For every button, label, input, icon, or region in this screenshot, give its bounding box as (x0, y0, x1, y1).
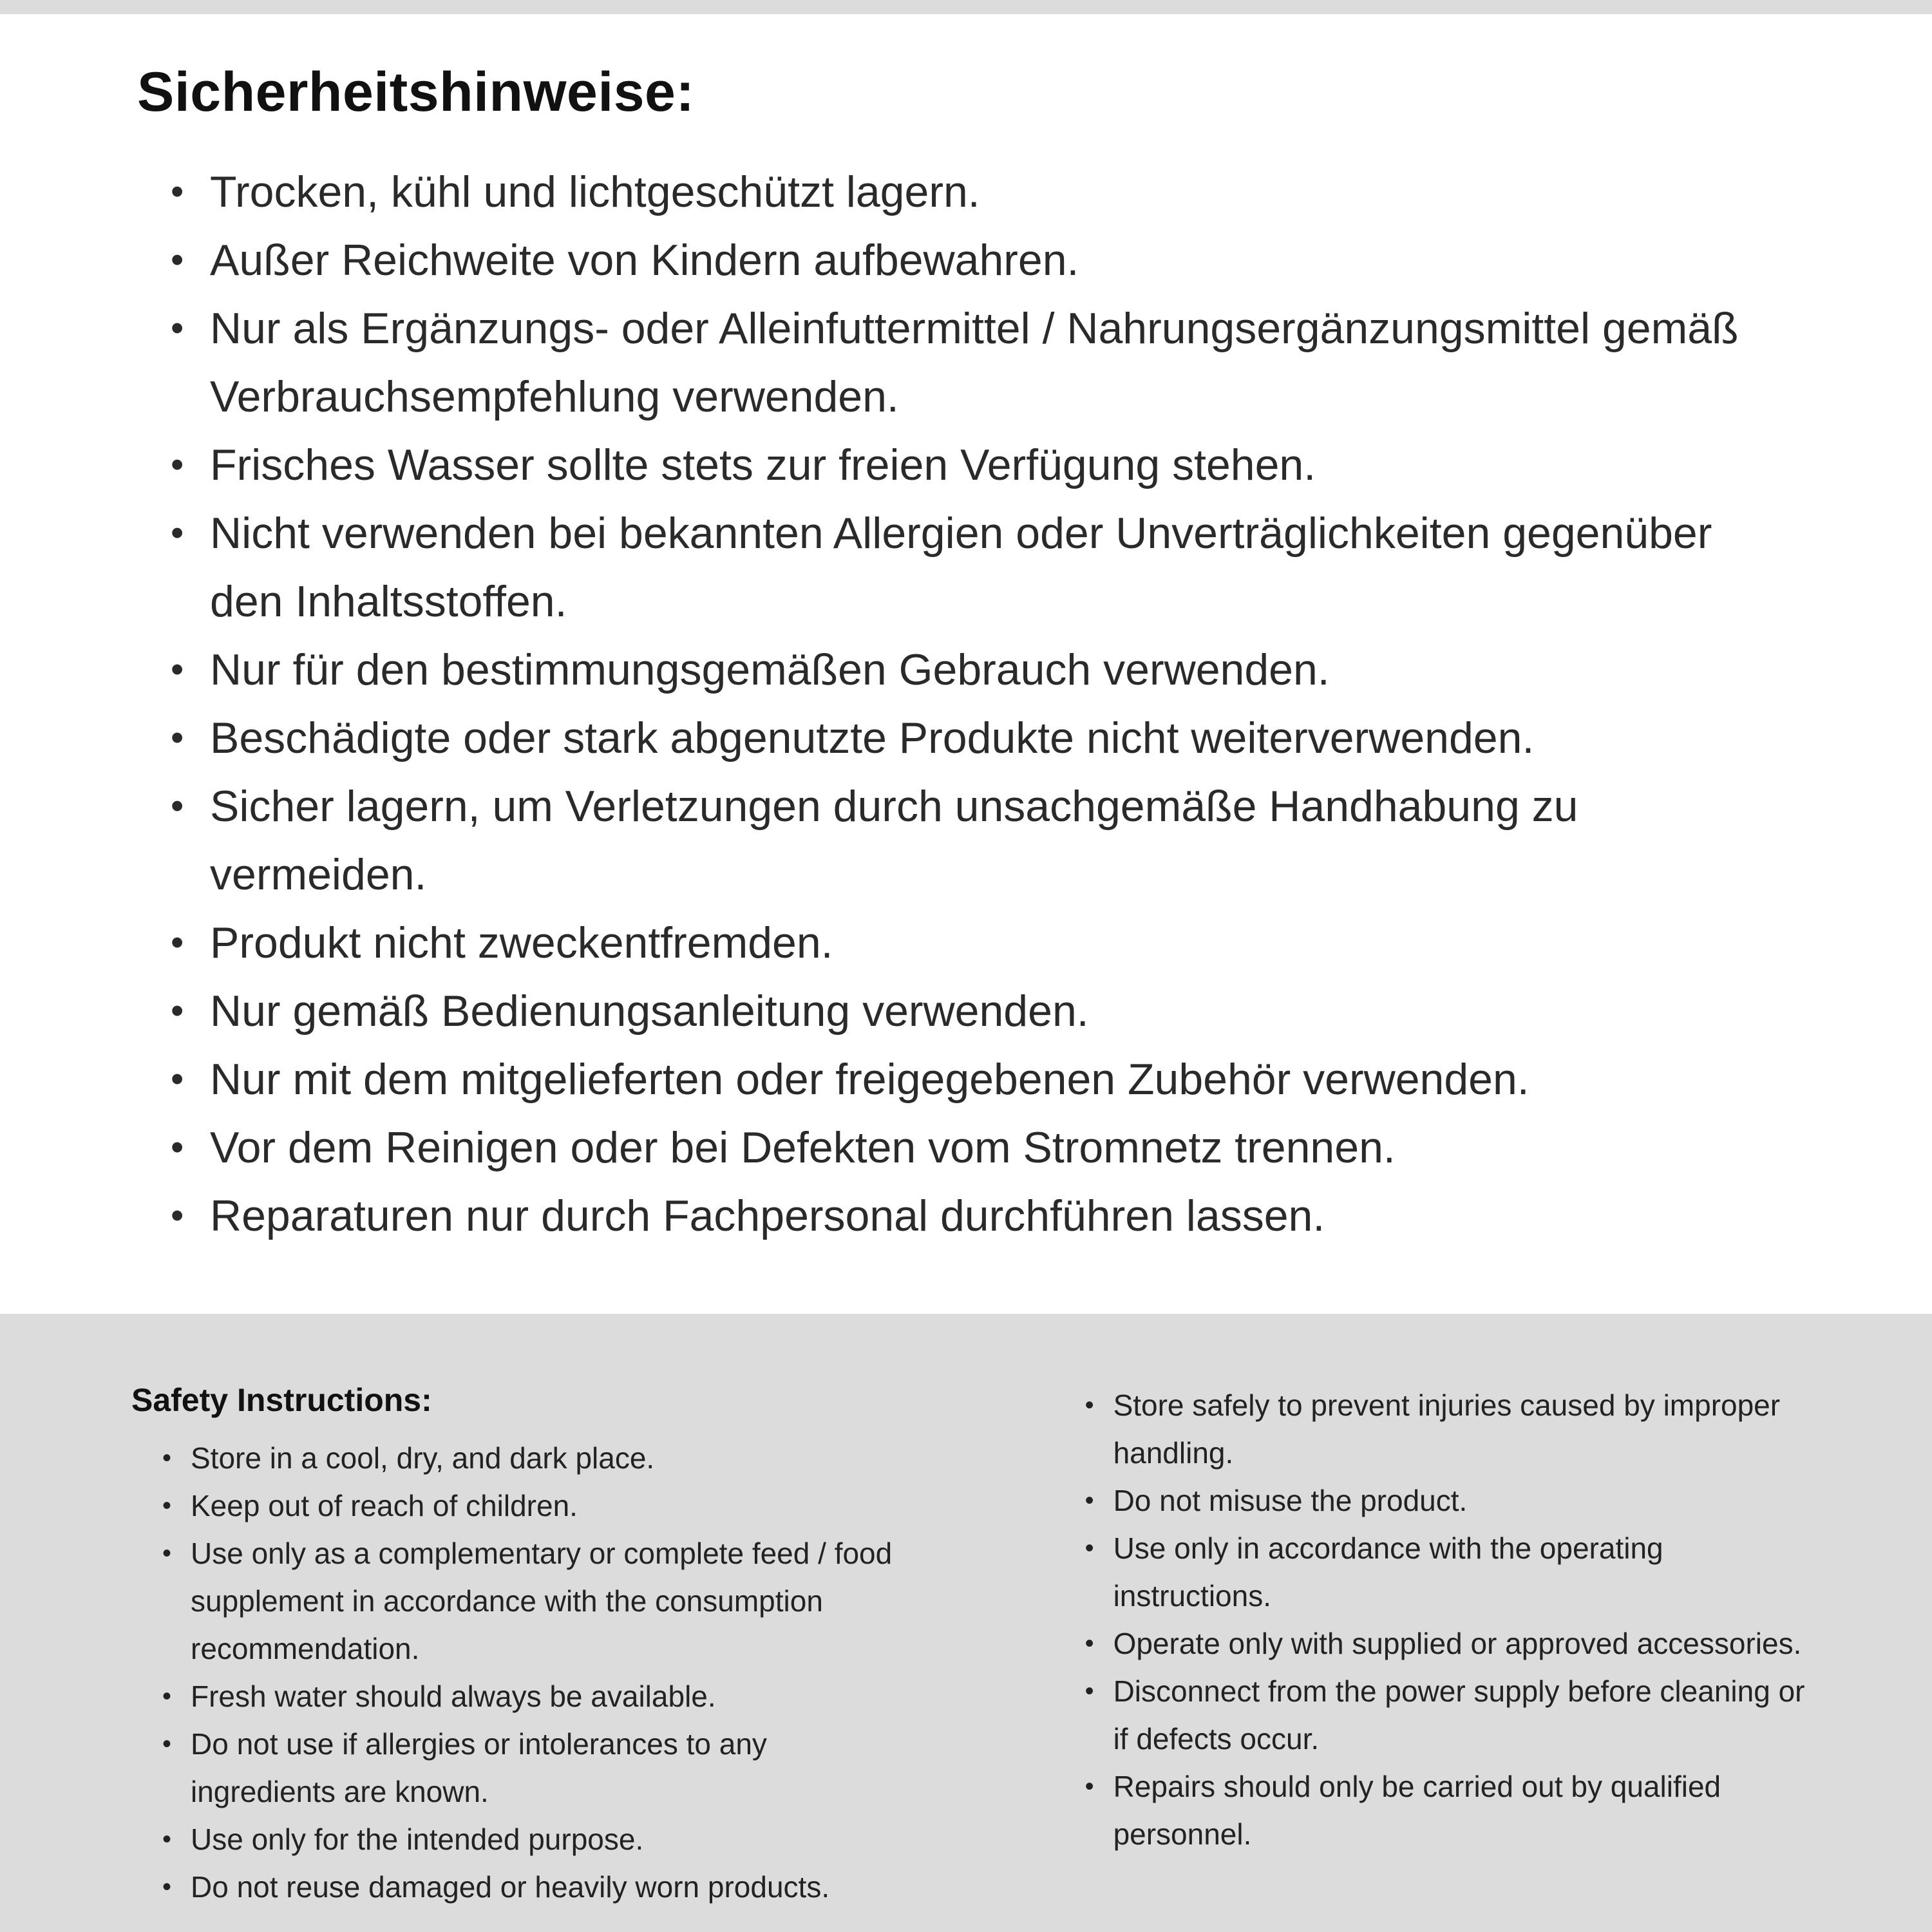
list-item: • Use only for the intended purpose. (151, 1815, 917, 1863)
english-right-list (1074, 1381, 1814, 1858)
list-item: • Reparaturen nur durch Fachpersonal durchführen lassen. (137, 1182, 1760, 1250)
list-item: • Operate only with supplied or approved accessories. (1074, 1620, 1814, 1667)
english-left-column (131, 1381, 1003, 1932)
german-list (137, 158, 1760, 1250)
list-item: • Nur gemäß Bedienungsanleitung verwenden. (137, 977, 1760, 1045)
list-item: • Use only as a complementary or complete feed / food supplement in accordance with the consumption recommendation. (151, 1530, 917, 1672)
top-gray-strip (0, 0, 1932, 14)
english-left-list (131, 1434, 917, 1911)
list-item: • Vor dem Reinigen oder bei Defekten vom Stromnetz trennen. (137, 1113, 1760, 1182)
list-item: • Nur für den bestimmungsgemäßen Gebrauch verwenden. (137, 636, 1760, 704)
list-item: • Keep out of reach of children. (151, 1482, 917, 1530)
list-item: • Repairs should only be carried out by qualified personnel. (1074, 1763, 1814, 1858)
german-title: Sicherheitshinweise: (137, 61, 695, 123)
list-item: • Außer Reichweite von Kindern aufbewahren. (137, 226, 1760, 294)
list-item: • Sicher lagern, um Verletzungen durch unsachgemäße Handhabung zu vermeiden. (137, 772, 1760, 909)
list-item: • Trocken, kühl und lichtgeschützt lagern. (137, 158, 1760, 226)
german-section (0, 14, 1932, 1314)
english-section (0, 1314, 1932, 1932)
list-item: • Disconnect from the power supply before cleaning or if defects occur. (1074, 1667, 1814, 1763)
list-item: • Nur mit dem mitgelieferten oder freigegebenen Zubehör verwenden. (137, 1045, 1760, 1113)
list-item: • Store safely to prevent injuries caused by improper handling. (1074, 1381, 1814, 1477)
list-item: • Do not misuse the product. (1074, 1477, 1814, 1524)
list-item: • Do not reuse damaged or heavily worn products. (151, 1863, 917, 1911)
list-item: • Store in a cool, dry, and dark place. (151, 1434, 917, 1482)
list-item: • Use only in accordance with the operating instructions. (1074, 1524, 1814, 1620)
list-item: • Fresh water should always be available. (151, 1672, 917, 1720)
list-item: • Nicht verwenden bei bekannten Allergien oder Unverträglichkeiten gegenüber den Inhaltsstoffen. (137, 499, 1760, 636)
list-item: • Produkt nicht zweckentfremden. (137, 909, 1760, 977)
english-title: Safety Instructions: (131, 1382, 432, 1418)
english-right-column (1074, 1381, 1842, 1932)
list-item: • Frisches Wasser sollte stets zur freien Verfügung stehen. (137, 431, 1760, 499)
list-item: • Beschädigte oder stark abgenutzte Produkte nicht weiterverwenden. (137, 704, 1760, 772)
list-item: • Nur als Ergänzungs- oder Alleinfuttermittel / Nahrungsergänzungsmittel gemäß Verbrauchsempfehlung verwenden. (137, 294, 1760, 431)
list-item: • Do not use if allergies or intolerances to any ingredients are known. (151, 1720, 917, 1815)
